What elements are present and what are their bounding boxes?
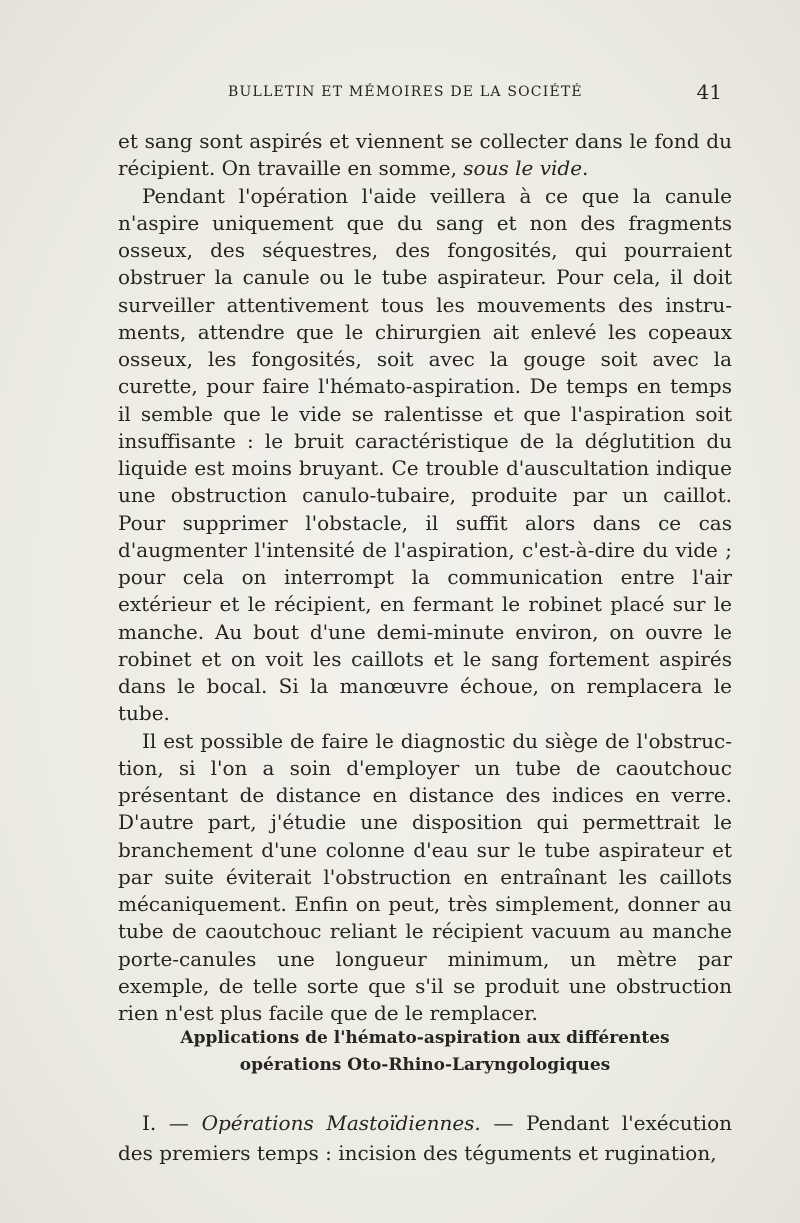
paragraph: Il est possible de faire le diagnostic du siège de l'obstruction, si l'on a soin d'employer un tube de caoutchouc présentant de distance en distance des indices en verre. D'autre part, j'étudie une disposition qui permettrait le branchement d'une colonne d'eau sur le tube aspirateur et par suite éviterait l'obstruction en entraînant les caillots mécaniquement. Enfin on peut, très simplement, donner au tube de caoutchouc reliant le récipient vacuum au manche porte-canules une longueur minimum, un mètre par exemple, de telle sorte que s'il se produit une obstruction rien n'est plus facile que de le remplacer. <box>118 728 732 1025</box>
subsection-text: — Pendant l'exécution des premiers temps : incision des téguments et rugination, <box>118 1111 732 1165</box>
paragraph-text-end: . <box>582 156 589 181</box>
running-header <box>228 80 724 108</box>
running-title: BULLETIN ET MÉMOIRES DE LA SOCIÉTÉ <box>228 84 583 100</box>
section-heading-line: opérations Oto-Rhino-Laryngologiques <box>239 1055 611 1075</box>
paragraph: Pendant l'opération l'aide veillera à ce que la canule n'aspire uniquement que du sang et non des fragments osseux, des séquestres, des fongosités, qui pourraient obstruer la canule ou le tube aspirateur. Pour cela, il doit surveiller attentivement tous les mouvements des instruments, attendre que le chirurgien ait enlevé les copeaux osseux, les fongosités, soit avec la gouge soit avec la curette, pour faire l'hémato-aspiration. De temps en temps il semble que le vide se ralentisse et que l'aspiration soit insuffisante : le bruit caractéristique de la déglutition du liquide est moins bruyant. Ce trouble d'auscultation indique une obstruction canulo-tubaire, produite par un caillot. Pour supprimer l'obstacle, il suffit alors dans ce cas d'augmenter l'intensité de l'aspiration, c'est-à-dire du vide ; pour cela on interrompt la communication entre l'air extérieur et le récipient, en fermant le robinet placé sur le manche. Au bout d'une demi-minute environ, on ouvre le robinet et on voit les caillots et le sang fortement aspirés dans le bocal. Si la manœuvre échoue, on remplacera le tube. <box>118 183 732 726</box>
section-heading-line: Applications de l'hémato-aspiration aux différentes <box>180 1028 670 1048</box>
subsection <box>118 1108 732 1168</box>
page-number: 41 <box>696 80 722 104</box>
subsection-paragraph <box>118 1108 732 1168</box>
section-heading <box>118 1025 732 1079</box>
italic-phrase: sous le vide <box>463 156 583 181</box>
paragraph-text: et sang sont aspirés et viennent se collecter dans le fond du récipient. On travaille en somme, <box>118 129 732 181</box>
subsection-number: I. — <box>142 1111 202 1135</box>
subsection-title: Opérations Mastoïdiennes. <box>201 1111 481 1135</box>
body-text <box>118 128 732 1027</box>
paragraph-continuation <box>118 128 732 183</box>
